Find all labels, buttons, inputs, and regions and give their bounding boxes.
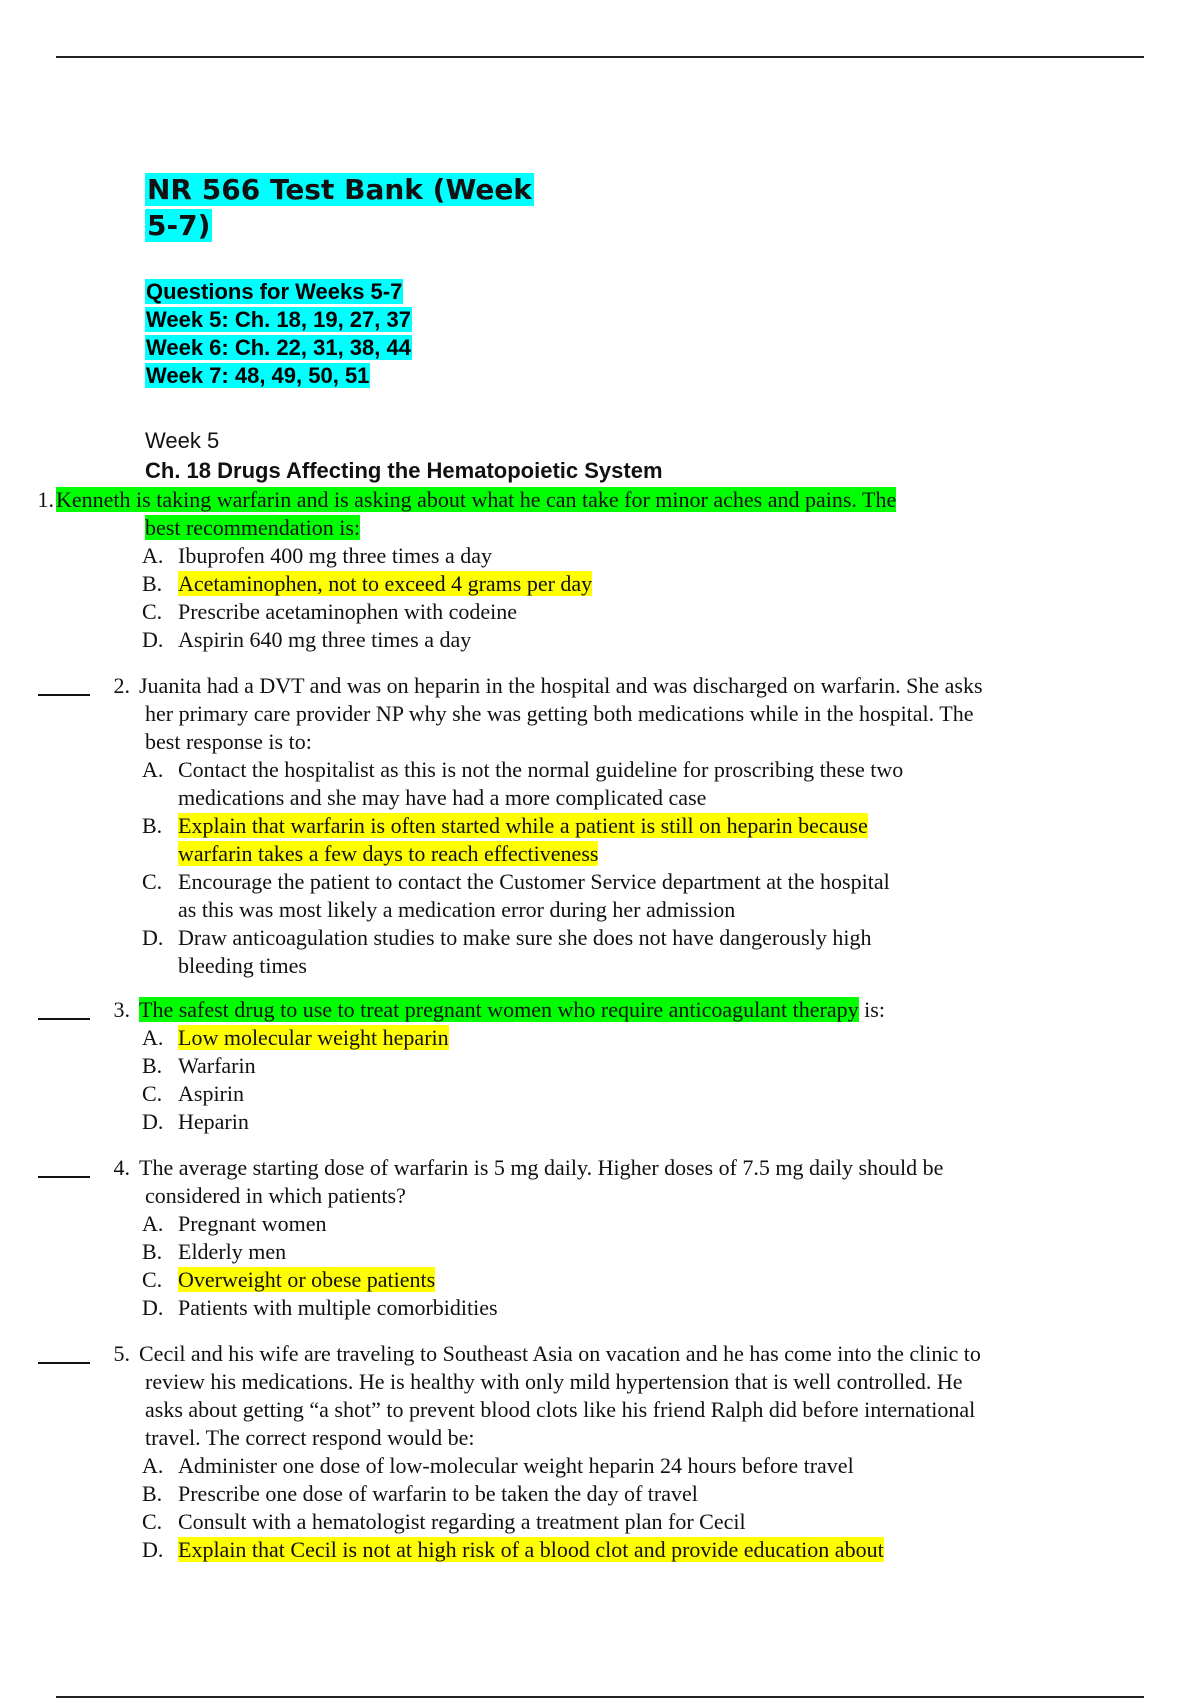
answer-option: B. Warfarin (142, 1053, 256, 1078)
question-stem-cont: best recommendation is: (145, 515, 361, 540)
answer-blank (38, 1018, 90, 1020)
answer-option: A. Pregnant women (142, 1211, 327, 1236)
answer-option: B. Prescribe one dose of warfarin to be taken the day of travel (142, 1481, 698, 1506)
answer-blank (38, 1362, 90, 1364)
answer-option: C. Prescribe acetaminophen with codeine (142, 599, 518, 624)
answer-option: C. Aspirin (142, 1081, 244, 1106)
overview-item: Week 5: Ch. 18, 19, 27, 37 (146, 307, 411, 332)
question-stem: The average starting dose of warfarin is 5 mg daily. Higher doses of 7.5 mg daily should be (139, 1155, 944, 1180)
answer-options (142, 756, 903, 980)
weeks-overview (145, 278, 412, 390)
answer-option: D. Patients with multiple comorbidities (142, 1295, 498, 1320)
answer-option: B. Explain that warfarin is often started while a patient is still on heparin because warfarin takes a few days to reach effectiveness (142, 813, 868, 866)
question-number: 5. (113, 1341, 130, 1366)
answer-option: C. Encourage the patient to contact the Customer Service department at the hospital as this was most likely a medication error during her admission (142, 869, 890, 922)
answer-option: A. Ibuprofen 400 mg three times a day (142, 543, 493, 568)
question-stem-cont: her primary care provider NP why she was getting both medications while in the hospital. The best response is to: (145, 701, 974, 754)
answer-blank (38, 1176, 90, 1178)
question-stem: Juanita had a DVT and was on heparin in the hospital and was discharged on warfarin. She asks (139, 673, 983, 698)
question-stem-cont: considered in which patients? (145, 1183, 406, 1208)
answer-blank (38, 694, 90, 696)
answer-options (142, 1452, 884, 1564)
week-heading: Week 5 (145, 428, 220, 453)
overview-item: Questions for Weeks 5-7 (146, 279, 403, 304)
answer-option: D. Explain that Cecil is not at high risk of a blood clot and provide education about (142, 1537, 884, 1562)
question-number: 1. (37, 487, 54, 512)
answer-option: A. Low molecular weight heparin (142, 1025, 449, 1050)
answer-option: C. Overweight or obese patients (142, 1267, 436, 1292)
answer-option: D. Draw anticoagulation studies to make sure she does not have dangerously high bleeding times (142, 925, 872, 978)
answer-option: D. Heparin (142, 1109, 249, 1134)
title-line-2: 5-7) (147, 209, 211, 242)
answer-option: D. Aspirin 640 mg three times a day (142, 627, 472, 652)
answer-option: C. Consult with a hematologist regarding a treatment plan for Cecil (142, 1509, 746, 1534)
question-stem-cont: review his medications. He is healthy with only mild hypertension that is well controlled. He asks about getting “a shot” to prevent blood clots like his friend Ralph did before international travel. The correct respond would be: (145, 1369, 976, 1450)
question-stem: Cecil and his wife are traveling to Southeast Asia on vacation and he has come into the clinic to (139, 1341, 981, 1366)
chapter-heading: Ch. 18 Drugs Affecting the Hematopoietic System (145, 458, 663, 483)
answer-options (142, 542, 592, 654)
question-number: 3. (113, 997, 130, 1022)
page-bottom-rule (56, 1696, 1144, 1698)
overview-item: Week 6: Ch. 22, 31, 38, 44 (146, 335, 411, 360)
page-top-rule (56, 56, 1144, 58)
document-title (145, 172, 534, 244)
answer-option: B. Elderly men (142, 1239, 287, 1264)
question-stem: The safest drug to use to treat pregnant women who require anticoagulant therapy is: (139, 997, 885, 1022)
question-stem: Kenneth is taking warfarin and is asking about what he can take for minor aches and pains. The (56, 487, 897, 512)
title-line-1: NR 566 Test Bank (Week (147, 173, 532, 206)
answer-options (142, 1210, 498, 1322)
answer-option: A. Administer one dose of low-molecular weight heparin 24 hours before travel (142, 1453, 854, 1478)
overview-item: Week 7: 48, 49, 50, 51 (146, 363, 370, 388)
question-number: 2. (113, 673, 130, 698)
answer-option: B. Acetaminophen, not to exceed 4 grams per day (142, 571, 593, 596)
question-number: 4. (113, 1155, 130, 1180)
answer-options (142, 1024, 449, 1136)
answer-option: A. Contact the hospitalist as this is not the normal guideline for proscribing these two medications and she may have had a more complicated case (142, 757, 904, 810)
